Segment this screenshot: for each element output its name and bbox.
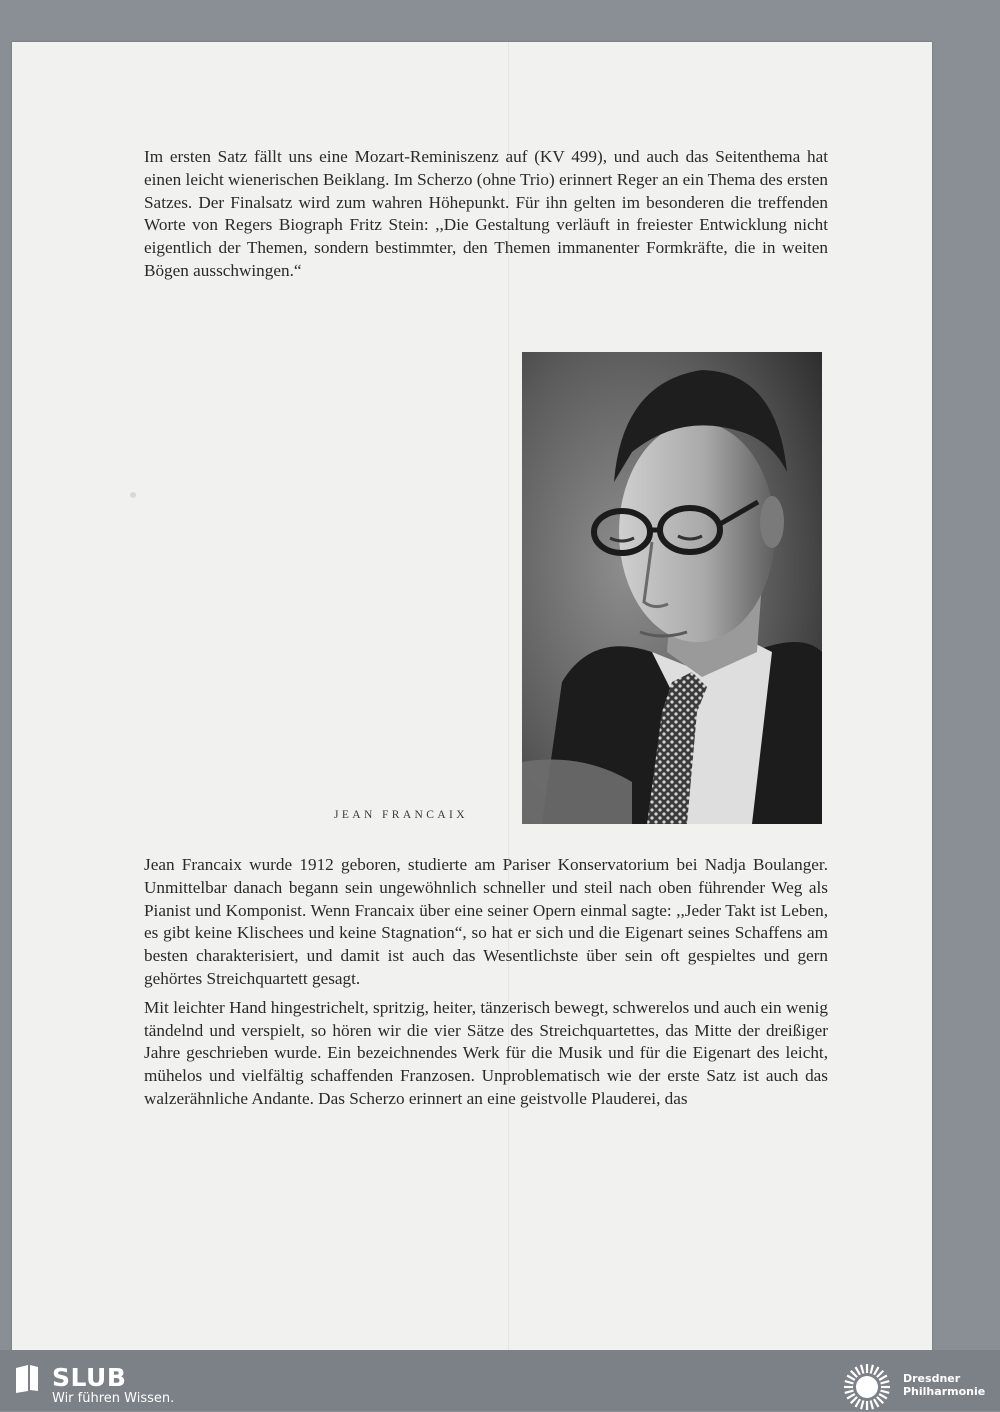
sunburst-ray — [879, 1394, 887, 1399]
partner-line-1: Dresdner — [903, 1372, 961, 1385]
sunburst-ray — [845, 1381, 854, 1383]
sunburst-ray — [847, 1394, 855, 1399]
footer-bar — [0, 1350, 1000, 1411]
sunburst-ray — [877, 1397, 883, 1403]
portrait-photo — [522, 352, 822, 824]
sunburst-ray — [874, 1399, 879, 1407]
slub-book-icon[interactable] — [14, 1364, 40, 1394]
sunburst-ray — [861, 1365, 863, 1374]
paragraph: Im ersten Satz fällt uns eine Mozart-Reminiszenz auf (KV 499), und auch das Seitenthema hat einen leicht wienerischen Beiklang. Im Scherzo (ohne Trio) erinnert Reger an ein Thema des ersten Satzes. Der Finalsatz wird zum wahren Höhepunkt. Für ihn gelten im besonderen die treffenden Worte von Regers Biograph Fritz Stein: ,,Die Gestaltung verläuft in freiester Entwicklung nicht eigentlich der Themen, sondern bestimmter, den Themen immanenter Formkräfte, die in weiten Bögen ausschwingen.“ — [144, 147, 828, 280]
paper-speck — [130, 492, 136, 498]
photo-caption: JEAN FRANCAIX — [334, 809, 468, 821]
sunburst-ray — [871, 1365, 873, 1374]
sunburst-ray — [874, 1367, 879, 1375]
sunburst-ray — [856, 1367, 861, 1375]
sunburst-ray — [877, 1371, 883, 1377]
library-tagline: Wir führen Wissen. — [52, 1391, 175, 1406]
sunburst-ray — [881, 1381, 890, 1383]
sunburst-ray — [847, 1376, 855, 1381]
portrait-illustration — [522, 352, 822, 824]
text-block-bottom — [144, 854, 828, 1111]
sunburst-ray — [879, 1376, 887, 1381]
text-block-top — [144, 146, 828, 283]
sunburst-ray — [856, 1399, 861, 1407]
library-name[interactable]: SLUB — [52, 1363, 127, 1392]
partner-line-2: Philharmonie — [903, 1385, 986, 1398]
scanned-page — [12, 42, 932, 1350]
sunburst-ray — [871, 1401, 873, 1410]
dresdner-philharmonie-sunburst-icon[interactable] — [842, 1362, 892, 1412]
sunburst-ray — [881, 1391, 890, 1393]
paragraph: Jean Francaix wurde 1912 geboren, studierte am Pariser Konservatorium bei Nadja Boulanger. Unmittelbar danach begann sein ungewöhnlich schneller und steil nach oben führender Weg als Pianist und Komponist. Wenn Francaix über eine seiner Opern einmal sagte: ,,Jeder Takt ist Leben, es gibt keine Klischees und keine Stagnation“, so hat er sich und die Eigenart seines Schaffens am besten charakterisiert, und damit ist auch das Wesentlichste über sein oft gespieltes und gern gehörtes Streichquartett gesagt. — [144, 855, 828, 988]
sunburst-ray — [851, 1397, 857, 1403]
partner-name[interactable] — [903, 1372, 985, 1398]
paragraph: Mit leichter Hand hingestrichelt, spritzig, heiter, tänzerisch bewegt, schwerelos und auch ein wenig tändelnd und verspielt, so hören wir die vier Sätze des Streichquartettes, das Mitte der dreißiger Jahre geschrieben wurde. Ein bezeichnendes Werk für die Musik und für die Eigenart des leicht, mühelos und vielfältig schaffenden Franzosen. Unproblematisch wie der erste Satz ist auch das walzerähnliche Andante. Das Scherzo erinnert an eine geistvolle Plauderei, das — [144, 997, 828, 1108]
sunburst-ray — [845, 1391, 854, 1393]
sunburst-ray — [851, 1371, 857, 1377]
sunburst-ray — [861, 1401, 863, 1410]
